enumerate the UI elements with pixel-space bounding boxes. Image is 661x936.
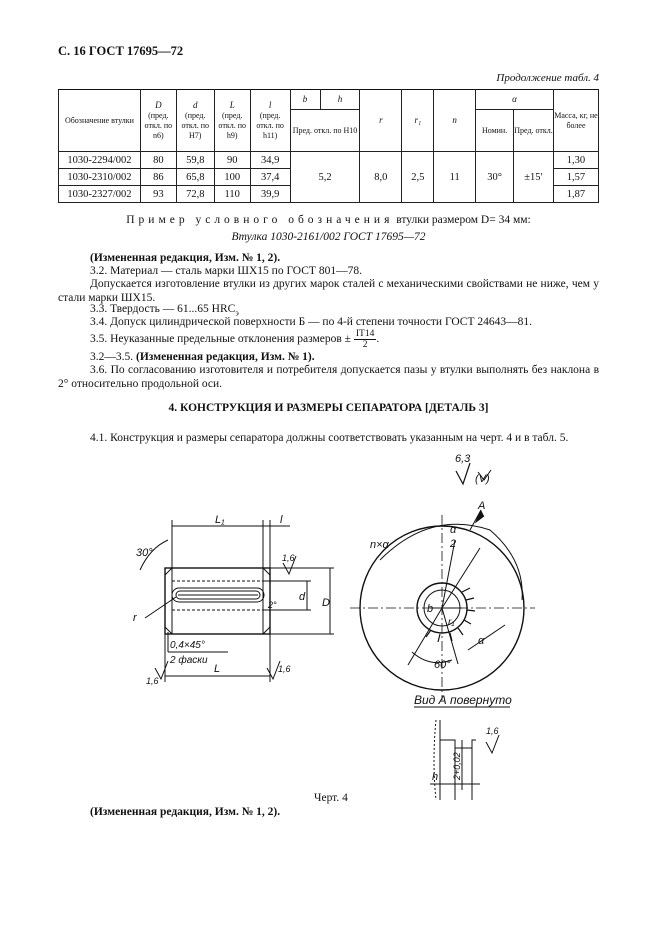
col-r1: r₁ [402, 90, 434, 152]
label-alpha: α [478, 635, 485, 647]
para-4-1: 4.1. Конструкция и размеры сепаратора должны соответствовать указанным на черт. 4 и в табл. 5. [90, 432, 569, 444]
col-r: r [360, 90, 402, 152]
label-chamfer-count: 2 фаски [170, 655, 208, 666]
col-designation: Обозначение втулки [59, 90, 141, 152]
fraction-it14: $\frac{IT14}{2}$ [355, 329, 375, 350]
label-roughness-6-3: 6,3 [455, 453, 471, 465]
label-30-deg: 30° [136, 547, 153, 559]
label-l: l [280, 514, 283, 526]
col-bh-tol: Пред. откл. по H10 [290, 110, 360, 152]
merged-r1: 2,5 [402, 152, 434, 203]
col-L: L (пред. откл. по h9) [214, 90, 250, 152]
col-alpha-nom: Номин. [476, 110, 514, 152]
label-r: r [133, 612, 137, 624]
example-line: Пример условного обозначения втулки размером D= 34 мм: [126, 214, 531, 226]
label-r1: r₁ [448, 617, 455, 628]
label-ra-1-6-a: 1,6 [282, 553, 295, 563]
label-view-a: A [478, 500, 486, 512]
label-alpha-half-den: 2 [450, 538, 457, 550]
example-designation: Втулка 1030-2161/002 ГОСТ 17695—72 [231, 231, 426, 243]
label-ra-1-6-d: 1,6 [486, 726, 499, 736]
para-3-6: 3.6. По согласованию изготовителя и потребителя допускается пазы у втулки выполнять без наклона в 2° относительно продольной оси. [58, 364, 599, 390]
label-60-deg: 60° [434, 659, 451, 671]
col-l: l (пред. откл. по h11) [250, 90, 290, 152]
para-3-2-note: Допускается изготовление втулки из других марок сталей с механическими свойствами не ниже, чем у стали марки ШХ15. [58, 278, 599, 304]
label-alpha-half-num: α [450, 524, 457, 536]
drawing-caption: Черт. 4 [314, 792, 348, 804]
page-title: С. 16 ГОСТ 17695—72 [58, 44, 184, 58]
table-row: 1030-2294/002 80 59,8 90 34,9 5,2 8,0 2,5 11 30° ±15′ 1,30 [59, 152, 599, 169]
col-b: b [290, 90, 320, 110]
label-2-deg: 2° [268, 600, 277, 610]
label-L1: L₁ [215, 514, 225, 526]
view-a-arrow [470, 510, 484, 530]
label-D: D [322, 597, 330, 609]
label-L: L [214, 663, 221, 675]
merged-n: 11 [434, 152, 476, 203]
col-n: n [434, 90, 476, 152]
label-ra-1-6-c: 1,6 [278, 664, 291, 674]
label-b: b [427, 603, 434, 615]
col-alpha-tol: Пред. откл. [514, 110, 554, 152]
section-heading-4: 4. КОНСТРУКЦИЯ И РАЗМЕРЫ СЕПАРАТОРА [ДЕТАЛЬ 3] [168, 402, 489, 414]
col-h: h [320, 90, 360, 110]
amendment-note-2: 3.2—3.5. (Измененная редакция, Изм. № 1). [90, 351, 315, 363]
bushing-outline [165, 568, 270, 634]
table-row: 1030-2327/002 93 72,8 110 39,9 1,87 [59, 186, 599, 203]
merged-alpha-tol: ±15′ [514, 152, 554, 203]
table-row: 1030-2310/002 86 65,8 100 37,4 1,57 [59, 169, 599, 186]
amendment-note-1: (Измененная редакция, Изм. № 1, 2). [90, 252, 281, 264]
roughness-symbol [456, 463, 470, 484]
dim-alpha [468, 625, 505, 650]
merged-b: 5,2 [290, 152, 360, 203]
para-3-3: 3.3. Твердость — 61...65 $HRC_э$ [90, 303, 239, 318]
label-roughness-paren: (V) [475, 473, 490, 485]
merged-r: 8,0 [360, 152, 402, 203]
view-a-profile [440, 720, 476, 748]
para-3-2: 3.2. Материал — сталь марки ШХ15 по ГОСТ 801—78. [90, 265, 362, 277]
table-continuation-note: Продолжение табл. 4 [496, 72, 599, 84]
roughness-1-6-d [486, 735, 499, 753]
col-D: D (пред. откл. по n6) [140, 90, 176, 152]
col-alpha: α [476, 90, 554, 110]
col-d: d (пред. откл. по H7) [176, 90, 214, 152]
label-view-title: Вид А повернуто [414, 693, 512, 707]
label-n-alpha: n×α [370, 539, 389, 551]
label-chamfer: 0,4×45° [170, 640, 205, 651]
label-h-tol: 2+0,02 [452, 752, 462, 780]
label-d: d [299, 591, 306, 603]
amendment-note-3: (Измененная редакция, Изм. № 1, 2). [90, 806, 281, 818]
para-3-4: 3.4. Допуск цилиндрической поверхности Б — по 4-й степени точности ГОСТ 24643—81. [90, 316, 532, 328]
leader-r [145, 597, 176, 618]
label-ra-1-6-b: 1,6 [146, 676, 159, 686]
label-h: h [432, 771, 439, 783]
col-mass: Масса, кг, не более [553, 90, 598, 152]
merged-alpha-nom: 30° [476, 152, 514, 203]
para-3-5: 3.5. Неуказанные предельные отклонения размеров ± $\frac{IT14}{2}$ . [90, 329, 380, 350]
